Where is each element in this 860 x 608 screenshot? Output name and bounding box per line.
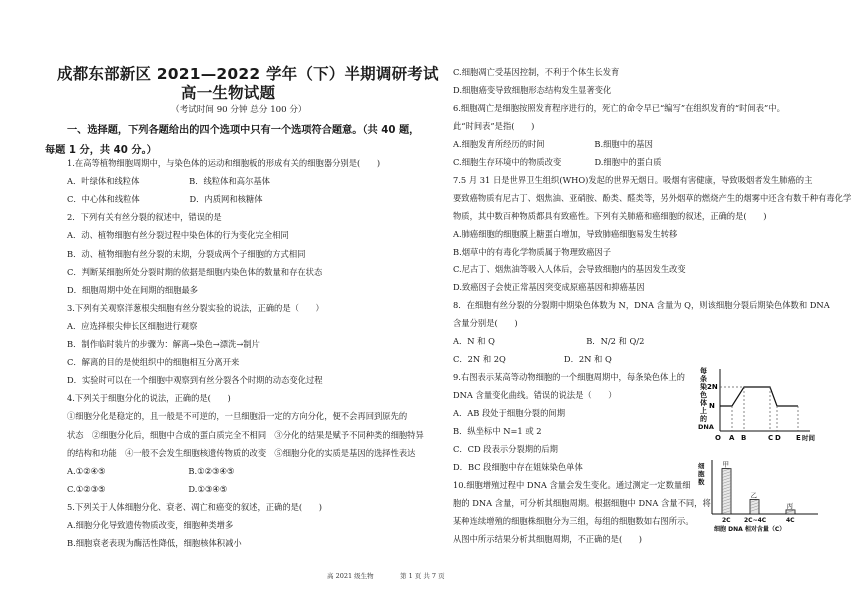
question-text-line: 状态 ②细胞分化后，细胞中合成的蛋白质完全不相同 ③分化的结果是赋予不同种类的细胞特异 — [67, 429, 424, 440]
question-text-line: 某种连续增殖的细胞株细胞分为三组，每组的细胞数如右图所示。 — [453, 515, 694, 526]
question-text-line: 胞的 DNA 含量，可分析其细胞周期。根据细胞中 DNA 含量不同，将 — [453, 497, 711, 508]
question-text-line: C．解离的目的是使组织中的细胞相互分离开来 — [67, 357, 240, 368]
question-text-line: D．实验时可以在一个细胞中观察到有丝分裂各个时期的动态变化过程 — [67, 375, 323, 386]
fig9-ylabel-char: 色 — [700, 391, 707, 399]
question-text-line: C.尼古丁、烟焦油等吸入人体后，会导致细胞内的基因发生改变 — [453, 264, 686, 275]
question-text-line: A．叶绿体和线粒体 B．线粒体和高尔基体 — [67, 176, 270, 187]
fig9-xtick-b: B — [741, 434, 747, 442]
cell-count-bar-chart — [694, 456, 824, 534]
fig9-ylabel-char: 的 — [700, 415, 707, 423]
exam-title-line2: 高一生物试题 — [181, 84, 276, 102]
fig9-y-label — [698, 366, 714, 431]
footer-page-number: 第 1 页 共 7 页 — [400, 572, 445, 580]
question-text-line: 物质，其中数百种物质都具有致癌性。下列有关肺癌和癌细胞的叙述，正确的是( ) — [453, 210, 767, 221]
question-text-line: A.肺癌细胞的细胞膜上糖蛋白增加，导致肺癌细胞易发生转移 — [453, 228, 678, 239]
question-text-line: A．N 和 Q B．N/2 和 Q/2 — [453, 336, 645, 347]
question-text-line: C.①②③⑤ D.①③④⑤ — [67, 483, 228, 494]
dna-per-chromosome-figure — [698, 365, 820, 443]
fig9-ylabel-char: 体 — [700, 399, 707, 407]
fig9-xtick-e: E — [796, 434, 801, 442]
question-text-line: C.细胞生存环境中的物质改变 D.细胞中的蛋白质 — [453, 156, 662, 167]
question-text-line: 3.下列有关观察洋葱根尖细胞有丝分裂实验的说法，正确的是（ ） — [67, 302, 324, 313]
question-text-line: D．细胞周期中处在间期的细胞最多 — [67, 284, 199, 295]
bar-1 — [750, 499, 759, 514]
bar-label: 丙 — [786, 501, 793, 510]
question-text-line: C.细胞凋亡受基因控制，不利于个体生长发育 — [453, 67, 620, 77]
question-text-line: 6.细胞凋亡是细胞按照发育程序进行的，死亡的命令早已“编写”在组织发育的“时间表”中。 — [453, 102, 785, 113]
fig9-ylabel-char: 染 — [700, 383, 707, 391]
fig9-xtick-c: C — [768, 434, 774, 442]
question-text-line: 8．在细胞有丝分裂的分裂期中期染色体数为 N，DNA 含量为 Q，则该细胞分裂后期染色体数和 DNA — [453, 300, 830, 311]
fig9-xlabel: 时间 — [802, 434, 815, 442]
fig9-curve — [720, 387, 798, 406]
fig9-ylabel-char: DNA — [698, 423, 714, 431]
question-text-line: C．中心体和线粒体 D．内质网和核糖体 — [67, 194, 263, 205]
exam-title-line1: 成都东部新区 2021—2022 学年（下）半期调研考试 — [57, 65, 439, 83]
bar-category-tick: 4C — [786, 517, 795, 524]
bar-category-tick: 2C — [722, 517, 731, 524]
fig9-ytick-n: N — [709, 402, 715, 410]
question-text-line: C．判断某细胞所处分裂时期的依据是细胞内染色体的数量和存在状态 — [67, 266, 323, 277]
question-text-line: 含量分别是( ) — [453, 318, 518, 329]
fig9-xtick-a: A — [729, 434, 735, 442]
question-text-line: A.细胞发育所经历的时间 B.细胞中的基因 — [453, 138, 653, 149]
fig9-ylabel-char: 条 — [700, 375, 707, 383]
question-text-line: 此“时间表”是指( ) — [453, 120, 535, 131]
question-text-line: D．BC 段细胞中存在姐妹染色单体 — [453, 461, 583, 472]
section-heading-line1: 一、选择题，下列各题给出的四个选项中只有一个选项符合题意。（共 40 题， — [67, 125, 420, 136]
question-text-line: B.细胞衰老表现为酶活性降低，细胞核体积减小 — [67, 538, 242, 549]
question-text-line: 7.5 月 31 日是世界卫生组织(WHO)发起的世界无烟日。吸烟有害健康，导致吸烟者发生肺癌的主 — [453, 174, 813, 185]
question-text-line: A.①②④⑤ B.①②③④⑤ — [67, 465, 235, 476]
bar-category-tick: 2C~4C — [744, 517, 767, 524]
question-text-line: C．2N 和 2Q D．2N 和 Q — [453, 354, 612, 365]
question-text-line: B．制作临时装片的步骤为：解离→染色→漂洗→制片 — [67, 339, 260, 349]
fig9-xtick-o: O — [715, 434, 721, 442]
question-text-line: B．纵坐标中 N=1 或 2 — [453, 426, 542, 436]
question-text-line: 10.细胞增殖过程中 DNA 含量会发生变化。通过测定一定数量细 — [453, 479, 691, 490]
exam-info: （考试时间 90 分钟 总分 100 分） — [171, 105, 307, 115]
question-text-line: A．应选择根尖伸长区细胞进行观察 — [67, 320, 198, 331]
question-text-line: 2．下列有关有丝分裂的叙述中，错误的是 — [67, 212, 222, 223]
question-text-line: 9.右图表示某高等动物细胞的一个细胞周期中，每条染色体上的 — [453, 372, 685, 383]
question-text-line: A．动、植物细胞有丝分裂过程中染色体的行为变化完全相同 — [67, 230, 289, 241]
fig9-ytick-2n: 2N — [707, 383, 718, 391]
bar-label: 乙 — [750, 491, 757, 500]
question-text-line: 的结构和功能 ④一般不会发生细胞核遗传物质的改变 ⑤细胞分化的实质是基因的选择性表达 — [67, 447, 416, 458]
question-text-line: 1.在高等植物细胞周期中，与染色体的运动和细胞板的形成有关的细胞器分别是( ) — [67, 158, 381, 168]
fig9-xtick-d: D — [775, 434, 781, 442]
question-text-line: 4.下列关于细胞分化的说法，正确的是( ) — [67, 393, 231, 404]
question-text-line: ①细胞分化是稳定的，且一般是不可逆的，一旦细胞沿一定的方向分化，便不会再回到原先的 — [67, 411, 408, 422]
fig9-ylabel-char: 每 — [700, 367, 707, 375]
footer-course: 高 2021 级生物 — [327, 572, 374, 580]
bar-chart-xlabel: 细胞 DNA 相对含量（C） — [714, 526, 786, 533]
question-text-line: C．CD 段表示分裂期的后期 — [453, 443, 558, 454]
question-text-line: A.细胞分化导致遗传物质改变，细胞种类增多 — [67, 520, 234, 530]
question-text-line: 从图中所示结果分析其细胞周期，不正确的是( ) — [453, 533, 643, 544]
question-text-line: 5.下列关于人体细胞分化、衰老、凋亡和癌变的叙述，正确的是( ) — [67, 501, 323, 512]
bar-label: 甲 — [722, 460, 729, 469]
fig9-ylabel-char: 上 — [700, 407, 707, 415]
question-text-line: 要致癌物质有尼古丁、烟焦油、亚硝胺、酚类、醛类等，另外烟草的燃烧产生的烟雾中还含有数千种有毒化学 — [453, 192, 852, 203]
bar-chart-ylabel: 细胞数 — [698, 462, 705, 486]
question-text-line: D.致癌因子会使正常基因突变成原癌基因和抑癌基因 — [453, 282, 645, 293]
question-text-line: A．AB 段处于细胞分裂的间期 — [453, 408, 565, 419]
section-heading-line2: 每题 1 分，共 40 分。） — [45, 145, 157, 156]
question-text-line: B.烟草中的有毒化学物质属于物理致癌因子 — [453, 246, 612, 257]
question-text-line: B．动、植物细胞有丝分裂的末期，分裂成两个子细胞的方式相同 — [67, 248, 306, 259]
question-text-line: D.细胞癌变导致细胞形态结构发生显著变化 — [453, 84, 612, 95]
question-text-line: DNA 含量变化曲线。错误的说法是（ ） — [453, 390, 617, 401]
